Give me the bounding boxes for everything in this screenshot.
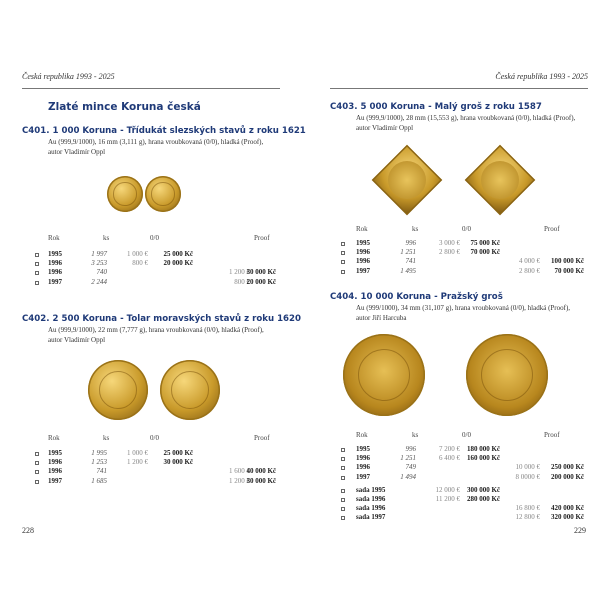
mintage: 740: [96, 268, 107, 277]
col-ks: ks: [103, 234, 110, 242]
unc-price-czk: 20 000 Kč: [163, 259, 193, 268]
mintage: 1 251: [400, 248, 416, 257]
col-rok: Rok: [356, 431, 368, 439]
year: 1995: [48, 250, 62, 258]
section-title: Zlaté mince Koruna česká: [48, 101, 201, 113]
year: 1995: [356, 239, 370, 247]
table-row: [330, 473, 600, 482]
proof-price-czk: 100 000 Kč: [550, 257, 584, 266]
checkbox[interactable]: [35, 281, 39, 285]
checkbox[interactable]: [35, 480, 39, 484]
unc-price-eur: 6 400 €: [439, 454, 460, 463]
item-code: C403.: [330, 102, 358, 112]
item-author: autor Vladimír Oppl: [48, 148, 106, 156]
proof-price-eur: 2 800 €: [519, 266, 540, 275]
col-rok: Rok: [356, 225, 368, 233]
unc-price-czk: 70 000 Kč: [470, 248, 500, 257]
proof-price-eur: 1 200 €: [229, 476, 250, 485]
checkbox[interactable]: [341, 498, 345, 502]
proof-price-eur: 4 000 €: [519, 257, 540, 266]
item-author: autor Vladimír Oppl: [356, 124, 414, 132]
proof-price-czk: 30 000 Kč: [246, 476, 276, 485]
unc-price-eur: 3 000 €: [439, 239, 460, 247]
item-name: 1 000 Koruna - Třídukát slezských stavů z roku 1621: [52, 126, 306, 136]
unc-price-eur: 800 €: [132, 259, 148, 268]
coin-c401-obverse: [107, 176, 143, 212]
mintage: 1 997: [91, 250, 107, 258]
item-title: [330, 102, 542, 112]
unc-price-eur: 12 000 €: [435, 485, 460, 494]
mintage: 1 251: [400, 454, 416, 463]
item-title: [330, 292, 503, 302]
mintage: 1 253: [91, 458, 107, 467]
item-title: [22, 126, 306, 136]
item-desc: [48, 325, 264, 345]
table-row: [22, 467, 292, 476]
year: 1996: [356, 454, 370, 463]
proof-price-czk: 320 000 Kč: [550, 513, 584, 522]
mintage: 3 253: [91, 259, 107, 268]
coin-c402-obverse: [88, 360, 148, 420]
year: 1996: [356, 257, 370, 266]
checkbox[interactable]: [341, 516, 345, 520]
checkbox[interactable]: [341, 242, 345, 246]
item-name: 2 500 Koruna - Tolar moravských stavů z roku 1620: [52, 314, 301, 324]
mintage: 2 244: [91, 277, 107, 286]
unc-price-czk: 75 000 Kč: [470, 239, 500, 247]
col-proof: Proof: [544, 225, 560, 233]
col-proof: Proof: [544, 431, 560, 439]
page-number-left: 228: [22, 526, 34, 535]
coin-c403-obverse: [372, 145, 443, 216]
coin-c402-reverse: [160, 360, 220, 420]
table-row: [22, 449, 292, 458]
proof-price-czk: 200 000 Kč: [550, 472, 584, 481]
coin-c404-obverse: [343, 334, 425, 416]
item-code: C401.: [22, 126, 50, 136]
header-rule-left: [22, 88, 280, 89]
year: sada 1996: [356, 495, 386, 503]
proof-price-eur: 8 0000 €: [515, 472, 540, 481]
table-row: [330, 495, 600, 504]
checkbox[interactable]: [35, 271, 39, 275]
table-row: [330, 248, 600, 257]
checkbox[interactable]: [341, 251, 345, 255]
item-name: 10 000 Koruna - Pražský groš: [360, 292, 503, 302]
unc-price-eur: 7 200 €: [439, 445, 460, 453]
item-desc: [356, 303, 570, 323]
unc-price-eur: 1 000 €: [127, 250, 148, 258]
proof-price-eur: 800 €: [234, 277, 250, 286]
table-row: [330, 504, 600, 513]
year: 1997: [48, 277, 62, 286]
table-row: [330, 513, 600, 522]
table-row: [330, 454, 600, 463]
table-row: [330, 486, 600, 495]
unc-price-eur: 1 000 €: [127, 449, 148, 457]
year: 1997: [48, 476, 62, 485]
checkbox[interactable]: [35, 452, 39, 456]
table-row: [330, 239, 600, 248]
mintage: 741: [96, 467, 107, 476]
checkbox[interactable]: [341, 476, 345, 480]
proof-price-czk: 30 000 Kč: [246, 268, 276, 277]
checkbox[interactable]: [341, 448, 345, 452]
year: sada 1997: [356, 513, 386, 522]
mintage: 1 995: [91, 449, 107, 457]
checkbox[interactable]: [341, 507, 345, 511]
col-ks: ks: [412, 431, 419, 439]
unc-price-czk: 160 000 Kč: [466, 454, 500, 463]
proof-price-czk: 40 000 Kč: [246, 467, 276, 476]
mintage: 996: [405, 445, 416, 453]
year: sada 1996: [356, 504, 386, 513]
year: 1995: [48, 449, 62, 457]
proof-price-eur: 1 200 €: [229, 268, 250, 277]
col-rok: Rok: [48, 234, 60, 242]
year: 1996: [48, 458, 62, 467]
table-row: [22, 477, 292, 486]
item-desc-line: Au (999,9/1000), 16 mm (3,111 g), hrana vroubkovaná (0/0), hladká (Proof),: [48, 138, 264, 146]
table-row: [330, 267, 600, 276]
mintage: 1 685: [91, 476, 107, 485]
unc-price-eur: 2 800 €: [439, 248, 460, 257]
item-name: 5 000 Koruna - Malý groš z roku 1587: [360, 102, 542, 112]
year: 1996: [356, 248, 370, 257]
col-unc: 0/0: [150, 434, 159, 442]
table-row: [22, 259, 292, 268]
col-unc: 0/0: [462, 225, 471, 233]
year: 1997: [356, 472, 370, 481]
col-ks: ks: [412, 225, 419, 233]
year: 1997: [356, 266, 370, 275]
checkbox[interactable]: [35, 262, 39, 266]
proof-price-czk: 70 000 Kč: [554, 266, 584, 275]
item-desc-line: Au (999/1000), 34 mm (31,107 g), hrana vroubkovaná (0/0), hladká (Proof),: [356, 304, 571, 312]
col-unc: 0/0: [150, 234, 159, 242]
item-code: C402.: [22, 314, 50, 324]
unc-price-eur: 11 200 €: [435, 495, 460, 503]
item-title: [22, 314, 301, 324]
table-row: [22, 458, 292, 467]
mintage: 1 494: [400, 472, 416, 481]
checkbox[interactable]: [35, 253, 39, 257]
item-code: C404.: [330, 292, 358, 302]
col-rok: Rok: [48, 434, 60, 442]
mintage: 996: [405, 239, 416, 247]
mintage: 741: [405, 257, 416, 266]
table-row: [330, 445, 600, 454]
item-desc-line: Au (999,9/1000), 22 mm (7,777 g), hrana vroubkovaná (0/0), hladká (Proof),: [48, 326, 264, 334]
proof-price-eur: 12 800 €: [515, 513, 540, 522]
proof-price-eur: 16 800 €: [515, 504, 540, 513]
checkbox[interactable]: [35, 470, 39, 474]
proof-price-eur: 10 000 €: [515, 463, 540, 472]
year: 1996: [48, 467, 62, 476]
proof-price-czk: 250 000 Kč: [550, 463, 584, 472]
unc-price-czk: 25 000 Kč: [163, 449, 193, 457]
table-row: [330, 257, 600, 266]
proof-price-eur: 1 600 €: [229, 467, 250, 476]
proof-price-czk: 420 000 Kč: [550, 504, 584, 513]
item-desc: [356, 113, 575, 133]
page-number-right: 229: [574, 526, 586, 535]
coin-c403-reverse: [465, 145, 536, 216]
unc-price-czk: 25 000 Kč: [163, 250, 193, 258]
checkbox[interactable]: [35, 461, 39, 465]
running-header-left: Česká republika 1993 - 2025: [22, 72, 115, 81]
unc-price-czk: 300 000 Kč: [466, 485, 500, 494]
col-proof: Proof: [254, 434, 270, 442]
running-header-right: Česká republika 1993 - 2025: [495, 72, 588, 81]
item-author: autor Jiří Harcuba: [356, 314, 407, 322]
checkbox[interactable]: [341, 260, 345, 264]
year: 1996: [48, 259, 62, 268]
unc-price-czk: 180 000 Kč: [466, 445, 500, 453]
mintage: 749: [405, 463, 416, 472]
item-desc: [48, 137, 263, 157]
unc-price-czk: 30 000 Kč: [163, 458, 193, 467]
coin-c401-reverse: [145, 176, 181, 212]
table-row: [22, 250, 292, 259]
unc-price-eur: 1 200 €: [127, 458, 148, 467]
year: 1995: [356, 445, 370, 453]
col-proof: Proof: [254, 234, 270, 242]
coin-c404-reverse: [466, 334, 548, 416]
col-ks: ks: [103, 434, 110, 442]
checkbox[interactable]: [341, 466, 345, 470]
item-desc-line: Au (999,9/1000), 28 mm (15,553 g), hrana vroubkovaná (0/0), hladká (Proof),: [356, 114, 576, 122]
table-row: [22, 278, 292, 287]
table-row: [330, 463, 600, 472]
col-unc: 0/0: [462, 431, 471, 439]
checkbox[interactable]: [341, 489, 345, 493]
year: 1996: [356, 463, 370, 472]
table-row: [22, 268, 292, 277]
year: sada 1995: [356, 485, 386, 494]
mintage: 1 495: [400, 266, 416, 275]
unc-price-czk: 280 000 Kč: [466, 495, 500, 503]
year: 1996: [48, 268, 62, 277]
checkbox[interactable]: [341, 457, 345, 461]
checkbox[interactable]: [341, 270, 345, 274]
header-rule-right: [330, 88, 588, 89]
proof-price-czk: 20 000 Kč: [246, 277, 276, 286]
item-author: autor Vladimír Oppl: [48, 336, 106, 344]
